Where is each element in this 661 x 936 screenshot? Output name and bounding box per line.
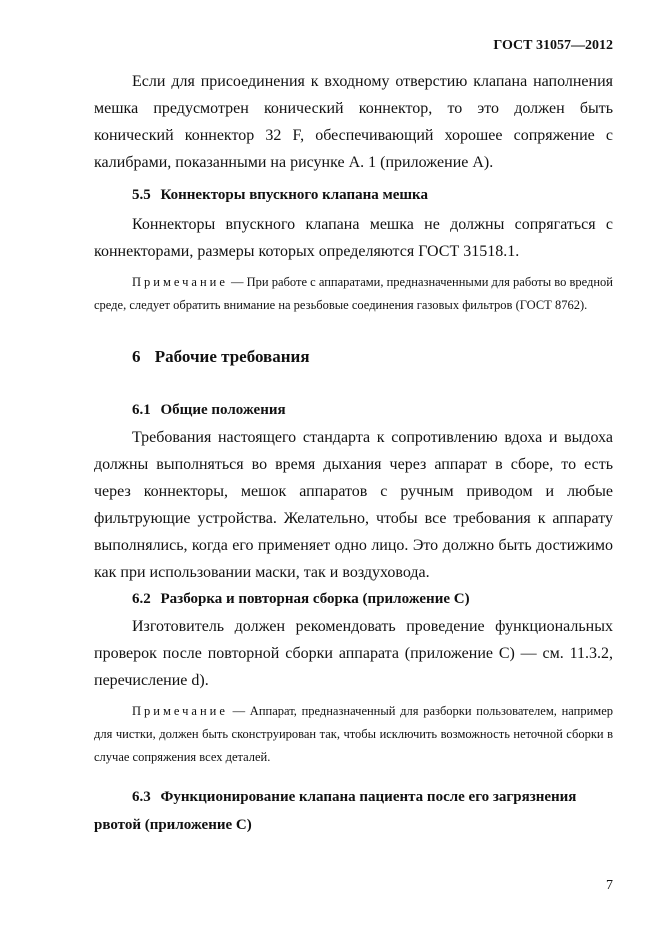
section-6-3-heading-continued — [94, 811, 613, 839]
paragraph-functional-checks: Изготовитель должен рекомендовать проведение функциональных проверок после повторной сборки аппарата (приложение С) — см. 11.3.2, перечисление d). — [94, 618, 613, 689]
section-title: Общие положения — [160, 402, 286, 418]
document-header: ГОСТ 31057—2012 — [493, 38, 613, 53]
section-title: Коннекторы впускного клапана мешка — [160, 187, 428, 203]
paragraph-general-requirements: Требования настоящего стандарта к сопротивлению вдоха и выдоха должны выполняться во время дыхания через аппарат в сборе, то есть через коннекторы, мешок аппаратов с ручным приводом и любые фильтрующие устройства. Желательно, чтобы все требования к аппарату выполнялись, когда его применяет одно лицо. Это должно быть достижимо как при использовании маски, так и воздуховода. — [94, 429, 613, 581]
note-2 — [94, 700, 613, 769]
section-6-1-heading — [132, 397, 613, 424]
section-6-2-heading — [132, 586, 613, 613]
note-1 — [94, 271, 613, 317]
note-text: — При работе с аппаратами, предназначенными для работы во вредной среде, следует обратить внимание на резьбовые соединения газовых фильтров (ГОСТ 8762). — [94, 275, 613, 312]
paragraph-bag-filling-connector: Если для присоединения к входному отверстию клапана наполнения мешка предусмотрен конический коннектор, то это должен быть конический коннектор 32 F, обеспечивающий хорошее сопряжение с калибрами, показанными на рисунке А. 1 (приложение А). — [94, 73, 613, 171]
note-text: — Аппарат, предназначенный для разборки пользователем, например для чистки, должен быть сконструирован так, чтобы исключить возможность неточной сборки в случае сопряжения всех деталей. — [94, 704, 613, 764]
section-title-line-2: рвотой (приложение С) — [94, 817, 252, 833]
section-number: 6 — [132, 347, 141, 366]
note-label: Примечание — [132, 704, 228, 718]
section-number: 5.5 — [132, 187, 151, 203]
section-5-5-heading — [132, 182, 613, 209]
paragraph-inlet-connectors: Коннекторы впускного клапана мешка не должны сопрягаться с коннекторами, размеры которых определяются ГОСТ 31518.1. — [94, 216, 613, 260]
note-label: Примечание — [132, 275, 228, 289]
section-title: Разборка и повторная сборка (приложение С) — [160, 591, 470, 607]
section-title-line-1: Функционирование клапана пациента после его загрязнения — [160, 789, 577, 805]
section-6-heading — [132, 345, 613, 369]
section-number: 6.2 — [132, 591, 151, 607]
section-title: Рабочие требования — [154, 347, 310, 366]
section-number: 6.3 — [132, 789, 151, 805]
section-6-3-heading — [132, 783, 613, 811]
page-number: 7 — [606, 878, 613, 893]
section-number: 6.1 — [132, 402, 151, 418]
page-content — [94, 68, 613, 839]
